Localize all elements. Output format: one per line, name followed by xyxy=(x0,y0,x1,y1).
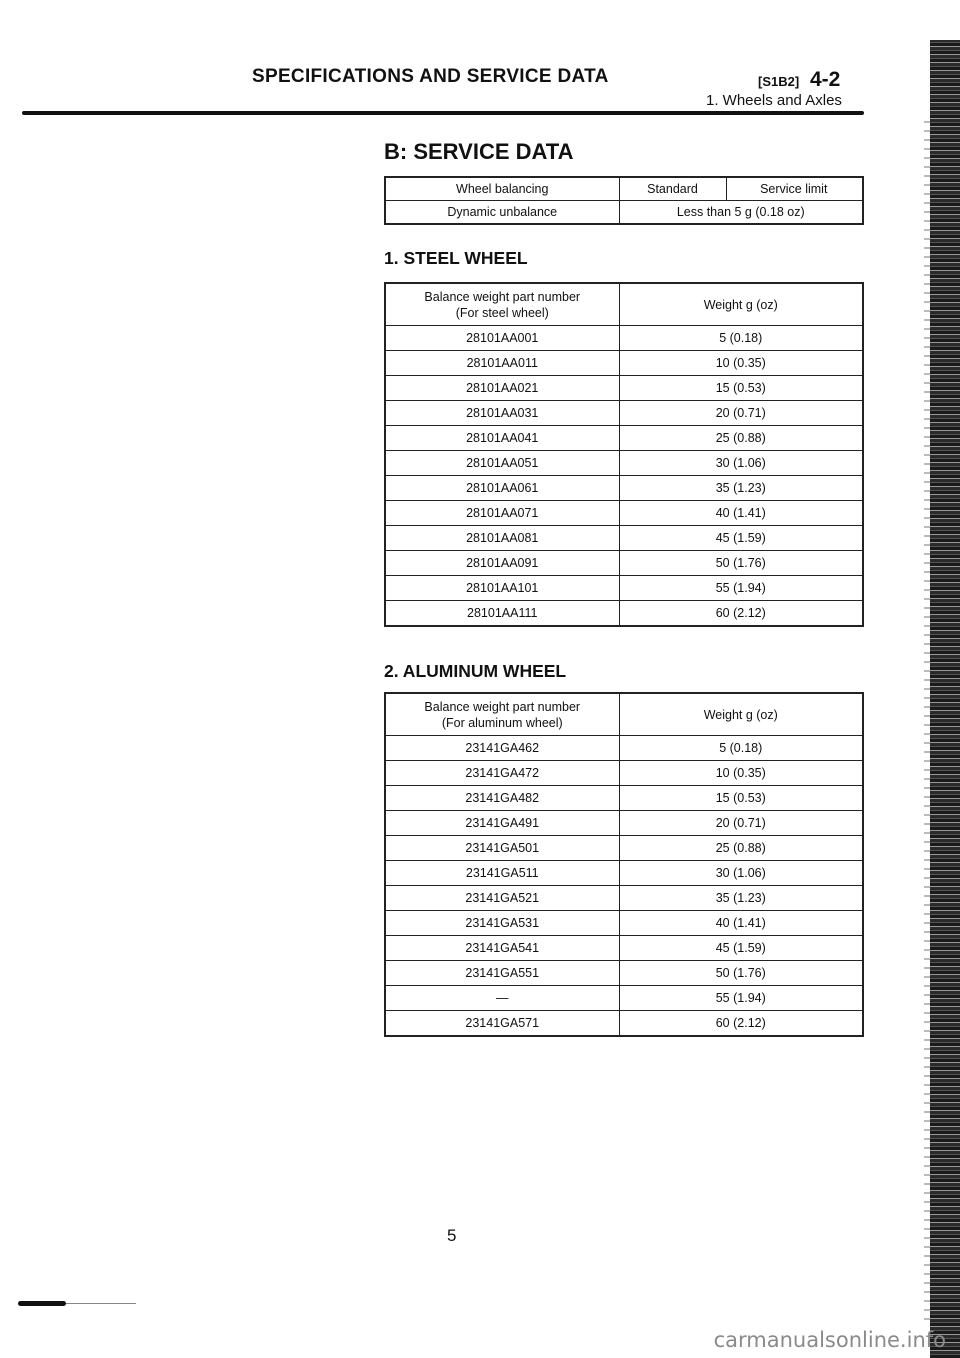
part-number-cell: 23141GA511 xyxy=(385,861,619,886)
watermark: carmanualsonline.info xyxy=(713,1328,946,1352)
part-number-cell: 28101AA021 xyxy=(385,376,619,401)
table-row xyxy=(385,911,863,936)
weight-cell: 55 (1.94) xyxy=(619,986,863,1011)
table-row xyxy=(385,201,863,225)
weight-cell: 30 (1.06) xyxy=(619,451,863,476)
part-number-header-line1: Balance weight part number xyxy=(424,699,581,714)
part-number-cell: 28101AA041 xyxy=(385,426,619,451)
part-number-cell: 23141GA501 xyxy=(385,836,619,861)
part-number-cell: 28101AA011 xyxy=(385,351,619,376)
weight-cell: 25 (0.88) xyxy=(619,836,863,861)
weight-cell: 40 (1.41) xyxy=(619,501,863,526)
part-number-cell: 23141GA482 xyxy=(385,786,619,811)
table-row xyxy=(385,1011,863,1037)
steel-wheel-table xyxy=(384,282,864,627)
part-number-header xyxy=(385,693,619,736)
unbalance-value-cell: Less than 5 g (0.18 oz) xyxy=(619,201,863,225)
weight-cell: 45 (1.59) xyxy=(619,936,863,961)
aluminum-wheel-table xyxy=(384,692,864,1037)
weight-cell: 25 (0.88) xyxy=(619,426,863,451)
part-number-cell: 23141GA491 xyxy=(385,811,619,836)
weight-header: Weight g (oz) xyxy=(619,693,863,736)
table-row xyxy=(385,886,863,911)
part-number-cell: 28101AA051 xyxy=(385,451,619,476)
table-row xyxy=(385,326,863,351)
section-subtitle: 1. Wheels and Axles xyxy=(706,92,842,109)
weight-cell: 50 (1.76) xyxy=(619,961,863,986)
table-row xyxy=(385,451,863,476)
part-number-cell: 23141GA571 xyxy=(385,1011,619,1037)
table-row xyxy=(385,526,863,551)
part-number-cell: 28101AA001 xyxy=(385,326,619,351)
standard-label: Standard xyxy=(620,178,727,200)
table-row xyxy=(385,861,863,886)
part-number-cell: 28101AA061 xyxy=(385,476,619,501)
part-number-cell: 28101AA091 xyxy=(385,551,619,576)
part-number-cell: 28101AA101 xyxy=(385,576,619,601)
service-limit-label: Service limit xyxy=(760,182,828,196)
part-number-cell: 23141GA541 xyxy=(385,936,619,961)
weight-cell: 55 (1.94) xyxy=(619,576,863,601)
table-row xyxy=(385,986,863,1011)
aluminum-wheel-heading: 2. ALUMINUM WHEEL xyxy=(384,661,567,681)
weight-cell: 40 (1.41) xyxy=(619,911,863,936)
part-number-header xyxy=(385,283,619,326)
scan-edge-noise xyxy=(924,120,930,1320)
weight-cell: 20 (0.71) xyxy=(619,401,863,426)
scan-edge-shadow xyxy=(930,40,960,1358)
balancing-label-cell: Wheel balancing xyxy=(385,177,619,201)
table-row xyxy=(385,426,863,451)
part-number-cell: 23141GA462 xyxy=(385,736,619,761)
weight-cell: 35 (1.23) xyxy=(619,476,863,501)
footer-line xyxy=(66,1303,136,1304)
service-data-heading: B: SERVICE DATA xyxy=(384,139,574,164)
table-row xyxy=(385,476,863,501)
weight-cell: 5 (0.18) xyxy=(619,326,863,351)
table-row xyxy=(385,736,863,761)
dynamic-unbalance-cell: Dynamic unbalance xyxy=(385,201,619,225)
steel-wheel-heading: 1. STEEL WHEEL xyxy=(384,248,528,268)
part-number-cell: 23141GA472 xyxy=(385,761,619,786)
part-number-cell: 28101AA071 xyxy=(385,501,619,526)
weight-cell: 45 (1.59) xyxy=(619,526,863,551)
table-row xyxy=(385,761,863,786)
table-row xyxy=(385,551,863,576)
wheel-balancing-table xyxy=(384,176,864,225)
table-row xyxy=(385,811,863,836)
table-row xyxy=(385,576,863,601)
part-number-cell: 28101AA111 xyxy=(385,601,619,627)
weight-cell: 10 (0.35) xyxy=(619,761,863,786)
table-row xyxy=(385,401,863,426)
page-number: 5 xyxy=(447,1226,457,1245)
weight-cell: 10 (0.35) xyxy=(619,351,863,376)
weight-cell: 20 (0.71) xyxy=(619,811,863,836)
part-number-header-line1: Balance weight part number xyxy=(424,289,581,304)
weight-cell: 50 (1.76) xyxy=(619,551,863,576)
table-row xyxy=(385,177,863,201)
page-header-title: SPECIFICATIONS AND SERVICE DATA xyxy=(252,66,609,87)
part-number-cell: 23141GA531 xyxy=(385,911,619,936)
weight-cell: 60 (2.12) xyxy=(619,1011,863,1037)
weight-cell: 30 (1.06) xyxy=(619,861,863,886)
header-rule xyxy=(22,111,864,115)
part-number-cell: 28101AA081 xyxy=(385,526,619,551)
page-code: 4-2 xyxy=(810,68,841,91)
part-number-cell: 28101AA031 xyxy=(385,401,619,426)
weight-cell: 5 (0.18) xyxy=(619,736,863,761)
balancing-header-split xyxy=(619,177,863,201)
table-row xyxy=(385,836,863,861)
table-row xyxy=(385,376,863,401)
weight-cell: 15 (0.53) xyxy=(619,786,863,811)
weight-cell: 35 (1.23) xyxy=(619,886,863,911)
table-header-row xyxy=(385,693,863,736)
table-row xyxy=(385,786,863,811)
part-number-header-line2: (For aluminum wheel) xyxy=(441,715,563,730)
weight-cell: 60 (2.12) xyxy=(619,601,863,627)
footer-mark xyxy=(18,1301,66,1306)
part-number-cell: — xyxy=(385,986,619,1011)
section-code: [S1B2] xyxy=(758,74,800,89)
weight-cell: 15 (0.53) xyxy=(619,376,863,401)
part-number-header-line2: (For steel wheel) xyxy=(455,305,549,320)
table-row xyxy=(385,351,863,376)
table-row xyxy=(385,961,863,986)
table-row xyxy=(385,501,863,526)
table-row xyxy=(385,936,863,961)
part-number-cell: 23141GA551 xyxy=(385,961,619,986)
weight-header: Weight g (oz) xyxy=(619,283,863,326)
part-number-cell: 23141GA521 xyxy=(385,886,619,911)
table-row xyxy=(385,601,863,627)
table-header-row xyxy=(385,283,863,326)
